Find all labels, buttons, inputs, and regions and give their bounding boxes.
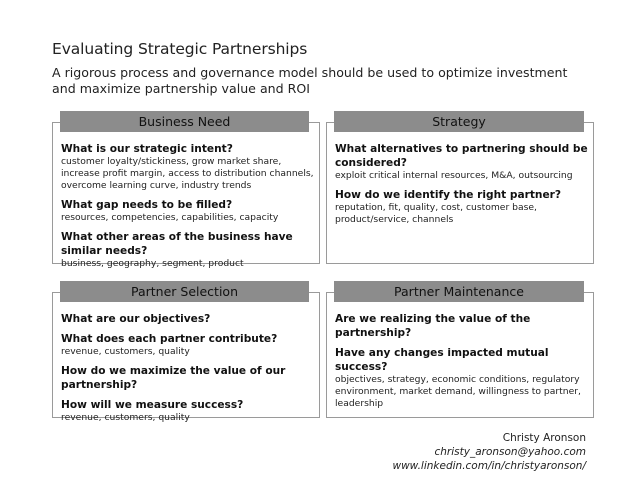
page-subtitle: A rigorous process and governance model should be used to optimize investment and maximize partnership value and ROI <box>52 65 568 96</box>
author-email-link[interactable]: christy_aronson@yahoo.com <box>434 446 586 458</box>
answer: reputation, fit, quality, cost, customer base, product/service, channels <box>335 202 537 225</box>
panel-header: Business Need <box>60 111 309 132</box>
author-footer <box>393 431 587 473</box>
panel-header: Strategy <box>334 111 584 132</box>
question: How do we identify the right partner? <box>335 189 561 201</box>
answer: revenue, customers, quality <box>61 346 190 357</box>
author-name: Christy Aronson <box>502 432 586 444</box>
panel-header: Partner Selection <box>60 281 309 302</box>
question: What gap needs to be filled? <box>61 199 233 211</box>
answer: resources, competencies, capabilities, capacity <box>61 212 279 223</box>
question: Have any changes impacted mutual success? <box>335 347 549 373</box>
panel-partner-maintenance <box>326 284 594 418</box>
panel-strategy <box>326 114 594 264</box>
question: How do we maximize the value of our partnership? <box>61 365 286 391</box>
panel-business-need <box>52 114 320 269</box>
answer: exploit critical internal resources, M&A, outsourcing <box>335 170 573 181</box>
answer: objectives, strategy, economic conditions, regulatory environment, market demand, willingness to partner, leadership <box>335 374 581 409</box>
author-linkedin-link[interactable]: www.linkedin.com/in/christyaronson/ <box>392 460 586 472</box>
panel-partner-selection <box>52 284 320 423</box>
panel-header: Partner Maintenance <box>334 281 584 302</box>
question: How will we measure success? <box>61 399 244 411</box>
question: What alternatives to partnering should be considered? <box>335 143 588 169</box>
question: What other areas of the business have similar needs? <box>61 231 293 257</box>
page-title: Evaluating Strategic Partnerships <box>52 40 308 58</box>
answer: customer loyalty/stickiness, grow market share, increase profit margin, access to distribution channels, overcome learning curve, industry trends <box>61 156 314 191</box>
question: What are our objectives? <box>61 313 211 325</box>
answer: business, geography, segment, product <box>61 258 244 269</box>
question: What does each partner contribute? <box>61 333 278 345</box>
question: Are we realizing the value of the partnership? <box>335 313 531 339</box>
answer: revenue, customers, quality <box>61 412 190 423</box>
question: What is our strategic intent? <box>61 143 233 155</box>
